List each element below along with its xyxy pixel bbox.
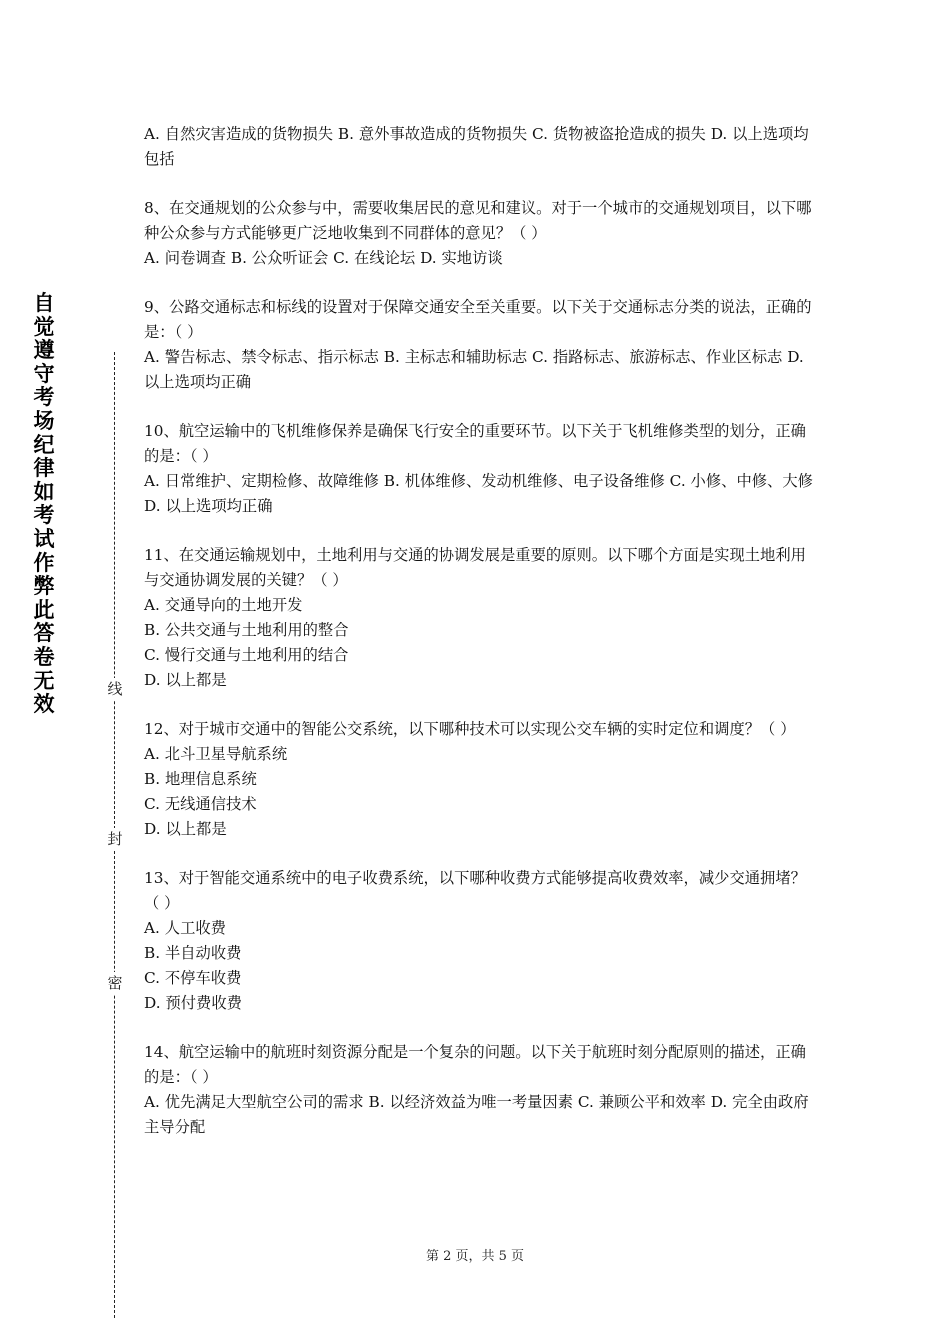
question-text: 11、在交通运输规划中，土地利用与交通的协调发展是重要的原则。以下哪个方面是实现土地利用与交通协调发展的关键？（ ） [144,546,806,589]
question-options: A. 优先满足大型航空公司的需求 B. 以经济效益为唯一考量因素 C. 兼顾公平和效率 D. 完全由政府主导分配 [144,1093,809,1136]
option-d: D. 以上都是 [144,820,227,838]
option-a: A. 人工收费 [144,919,226,937]
question-options: A. 日常维护、定期检修、故障维修 B. 机体维修、发动机维修、电子设备维修 C. 小修、中修、大修 D. 以上选项均正确 [144,472,813,515]
option-c: C. 不停车收费 [144,969,242,987]
binding-secret-char: 密 [104,972,126,994]
question-options: A. 自然灾害造成的货物损失 B. 意外事故造成的货物损失 C. 货物被盗抢造成的损失 D. 以上选项均包括 [144,125,809,168]
option-a: A. 北斗卫星导航系统 [144,745,288,763]
option-b: B. 地理信息系统 [144,770,257,788]
question-7-continued [144,122,818,172]
binding-line-char: 线 [104,678,126,700]
option-c: C. 慢行交通与土地利用的结合 [144,646,349,664]
option-b: B. 公共交通与土地利用的整合 [144,621,349,639]
question-text: 10、航空运输中的飞机维修保养是确保飞行安全的重要环节。以下关于飞机维修类型的划分，正确的是：（ ） [144,422,806,465]
question-8 [144,196,818,271]
question-options: A. 警告标志、禁令标志、指示标志 B. 主标志和辅助标志 C. 指路标志、旅游标志、作业区标志 D. 以上选项均正确 [144,348,804,391]
option-c: C. 无线通信技术 [144,795,257,813]
binding-notice: 自觉遵守考场纪律如考试作弊此答卷无效 [33,291,55,717]
question-text: 13、对于智能交通系统中的电子收费系统，以下哪种收费方式能够提高收费效率，减少交通拥堵？（ ） [144,869,806,912]
option-d: D. 预付费收费 [144,994,242,1012]
question-12 [144,717,818,842]
option-a: A. 交通导向的土地开发 [144,596,303,614]
question-10 [144,419,818,519]
question-11 [144,543,818,693]
question-text: 9、公路交通标志和标线的设置对于保障交通安全至关重要。以下关于交通标志分类的说法，正确的是：（ ） [144,298,812,341]
question-9 [144,295,818,395]
question-14 [144,1040,818,1140]
option-d: D. 以上都是 [144,671,227,689]
question-text: 14、航空运输中的航班时刻资源分配是一个复杂的问题。以下关于航班时刻分配原则的描述，正确的是：（ ） [144,1043,806,1086]
question-13 [144,866,818,1016]
binding-seal-char: 封 [104,828,126,850]
question-options: A. 问卷调查 B. 公众听证会 C. 在线论坛 D. 实地访谈 [144,249,503,267]
question-list [144,122,818,1164]
question-text: 8、在交通规划的公众参与中，需要收集居民的意见和建议。对于一个城市的交通规划项目，以下哪种公众参与方式能够更广泛地收集到不同群体的意见？（ ） [144,199,812,242]
option-b: B. 半自动收费 [144,944,242,962]
page-number: 第 2 页，共 5 页 [425,1249,525,1264]
question-text: 12、对于城市交通中的智能公交系统，以下哪种技术可以实现公交车辆的实时定位和调度？（ ） [144,720,796,738]
